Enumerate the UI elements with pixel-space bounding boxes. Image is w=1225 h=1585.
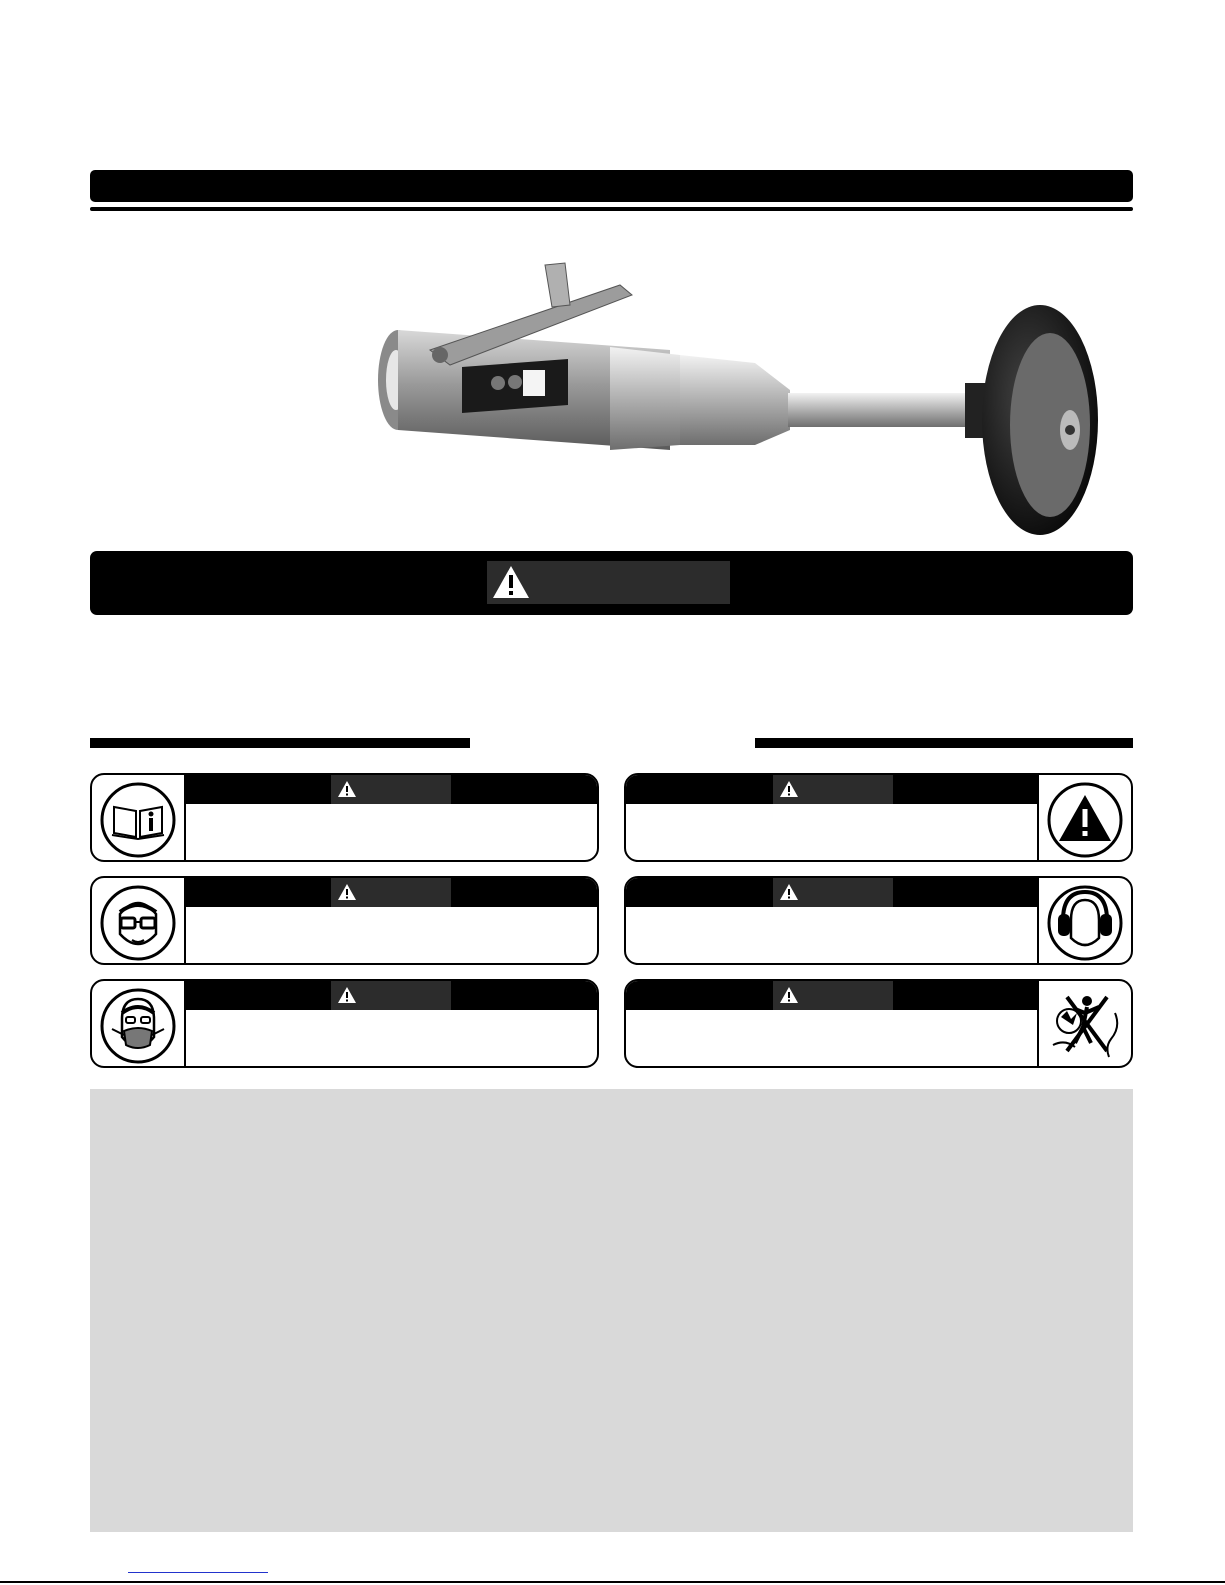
card-body [184,907,597,963]
card-icon-cell [1037,775,1131,860]
card-icon-cell [92,981,186,1066]
card-icon-cell [1037,981,1131,1066]
warning-card-respirator [90,979,599,1068]
card-signal-tag [331,775,451,804]
warning-triangle-icon [779,780,799,798]
card-header [626,878,1039,907]
warning-card-explosion-hazard [624,979,1133,1068]
card-icon-cell [1037,878,1131,963]
warning-card-general [624,773,1133,862]
read-manual-icon [98,781,178,859]
warning-card-ear-protection [624,876,1133,965]
warning-card-read-manual [90,773,599,862]
ear-protection-icon [1045,884,1125,962]
explosion-hazard-icon [1045,987,1125,1065]
card-signal-tag [773,981,893,1010]
warning-triangle-icon [779,883,799,901]
warning-triangle-icon [337,780,357,798]
eye-protection-icon [98,884,178,962]
warning-banner [90,551,1133,615]
card-header [626,981,1039,1010]
air-cut-off-tool-icon [370,255,1130,535]
info-panel [90,1089,1133,1532]
general-warning-icon [1045,781,1125,859]
product-image [370,255,1130,535]
warning-signal-label [487,561,730,604]
footer-link[interactable] [128,1572,268,1573]
card-signal-tag [773,878,893,907]
card-body [626,804,1039,860]
card-signal-tag [331,981,451,1010]
warning-triangle-icon [491,564,531,600]
respirator-mask-icon [98,987,178,1065]
card-body [626,1010,1039,1066]
warning-triangle-icon [337,883,357,901]
card-body [184,1010,597,1066]
card-body [626,907,1039,963]
card-signal-tag [773,775,893,804]
section-rule-right [755,738,1133,748]
card-body [184,804,597,860]
card-header [184,981,597,1010]
footer-rule [0,1581,1225,1583]
card-icon-cell [92,775,186,860]
card-signal-tag [331,878,451,907]
warning-card-eye-protection [90,876,599,965]
warning-triangle-icon [337,986,357,1004]
section-title-bar [90,170,1133,202]
warning-triangle-icon [779,986,799,1004]
section-rule-left [90,738,470,748]
card-header [184,775,597,804]
card-header [626,775,1039,804]
card-header [184,878,597,907]
card-icon-cell [92,878,186,963]
title-underline [90,207,1133,211]
